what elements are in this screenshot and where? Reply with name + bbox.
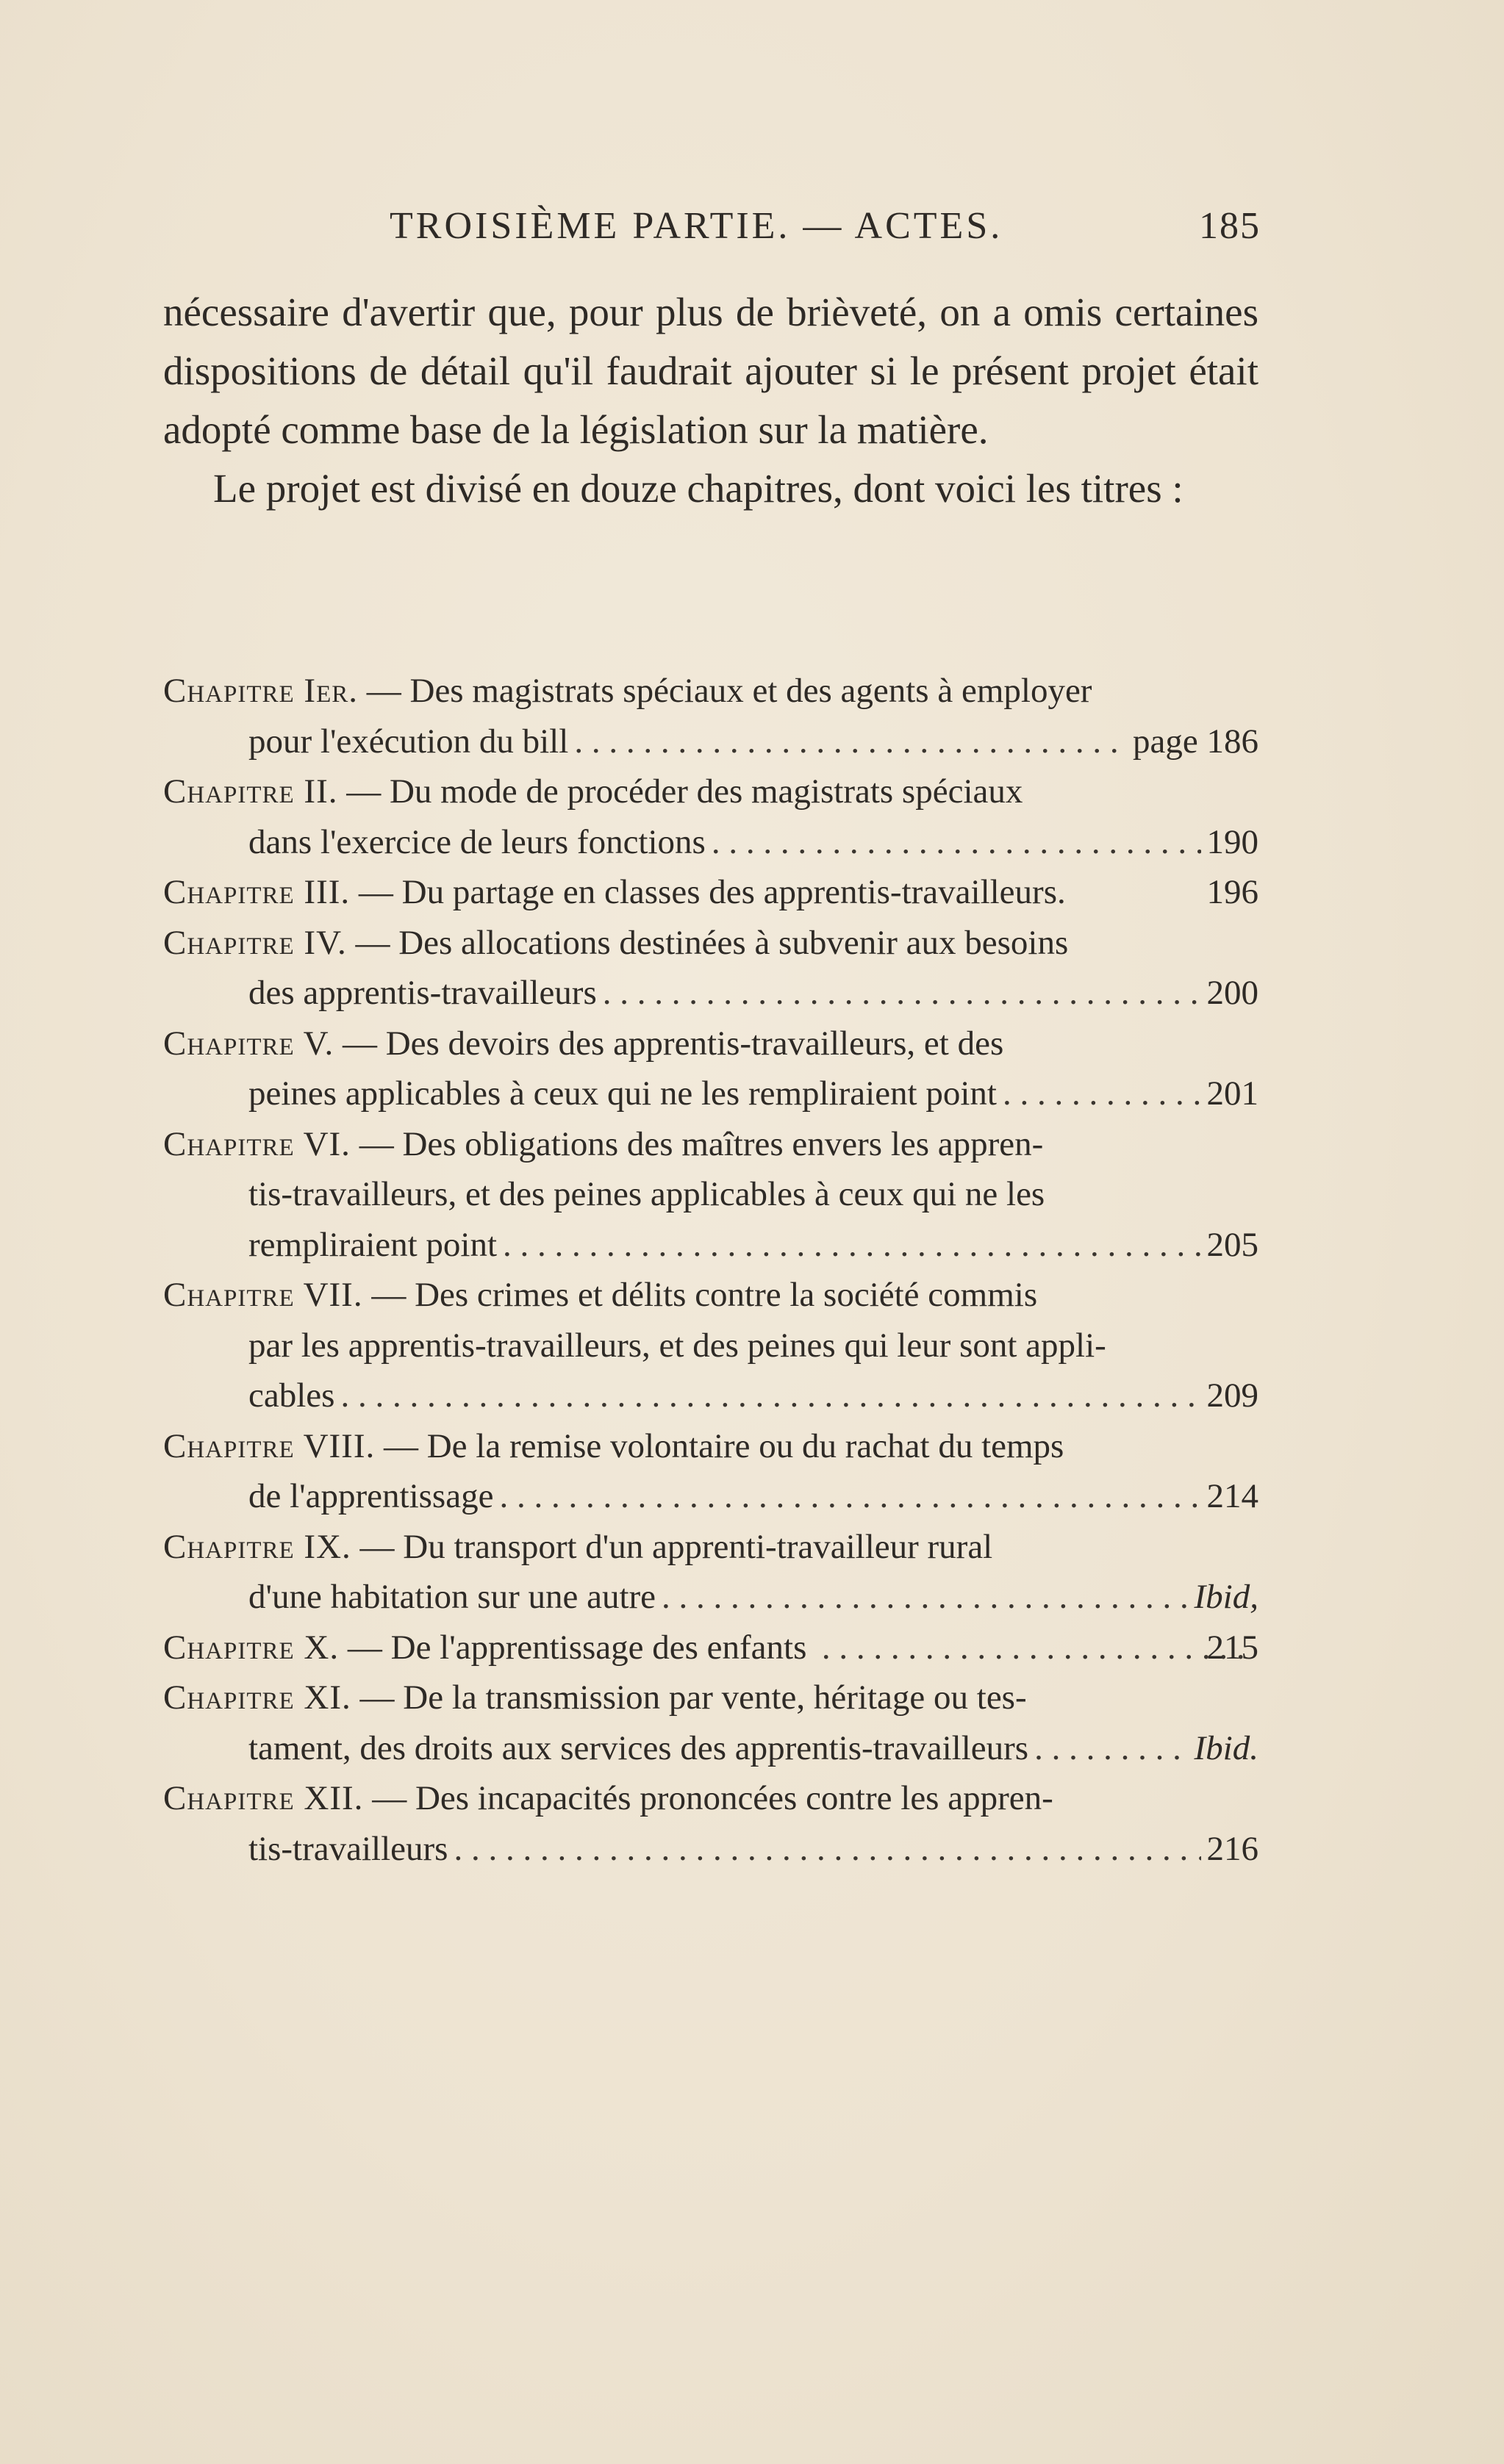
page-number: 185	[1199, 205, 1261, 247]
chapter-title: Des crimes et délits contre la société commis	[415, 1276, 1038, 1314]
dot-leader	[712, 817, 1201, 868]
chapter-title: Des magistrats spéciaux et des agents à employer	[409, 672, 1092, 710]
chapter-title-cont: de l'apprentissage	[248, 1477, 494, 1515]
separator: —	[351, 1527, 404, 1566]
toc-entry-11	[163, 1673, 1258, 1773]
chapter-title: Des obligations des maîtres envers les appren-	[402, 1124, 1044, 1163]
chapter-title: Des devoirs des apprentis-travailleurs, et des	[385, 1024, 1004, 1063]
toc-entry-4	[163, 918, 1258, 1019]
chapter-title-cont: tis-travailleurs	[248, 1829, 448, 1868]
paragraph: nécessaire d'avertir que, pour plus de brièveté, on a omis certaines dispositions de détail qu'il faudrait ajouter si le présent projet était adopté comme base de la législation sur la matière.	[163, 290, 1258, 452]
chapter-label: Chapitre X.	[163, 1628, 340, 1667]
chapter-title: Du transport d'un apprenti-travailleur rural	[403, 1527, 993, 1566]
chapter-title: Du mode de procéder des magistrats spéciaux	[389, 772, 1023, 811]
page-ref: 190	[1206, 822, 1258, 861]
dot-leader	[1003, 1068, 1201, 1119]
separator: —	[346, 923, 399, 962]
toc-entry-1	[163, 666, 1258, 766]
chapter-title: Du partage en classes des apprentis-travailleurs.	[401, 873, 1066, 911]
toc-entry-8	[163, 1421, 1258, 1522]
chapter-title-cont: dans l'exercice de leurs fonctions	[248, 822, 706, 861]
dot-leader	[1034, 1723, 1188, 1774]
separator: —	[375, 1426, 427, 1465]
chapter-label: Chapitre XII.	[163, 1779, 364, 1817]
dot-leader	[454, 1824, 1200, 1875]
chapter-title-cont: cables	[248, 1376, 335, 1415]
separator: —	[334, 1024, 386, 1063]
chapter-title-cont: tament, des droits aux services des apprentis-travailleurs	[248, 1728, 1029, 1767]
chapter-title-middle: tis-travailleurs, et des peines applicables à ceux qui ne les	[248, 1175, 1045, 1213]
dot-leader	[574, 716, 1127, 767]
page-ref: page 186	[1133, 722, 1258, 761]
dot-leader	[662, 1572, 1189, 1623]
dot-leader	[603, 968, 1201, 1019]
chapter-label: Chapitre VII.	[163, 1276, 363, 1314]
page-ref: 205	[1206, 1225, 1258, 1264]
chapter-title-cont: peines applicables à ceux qui ne les rempliraient point	[248, 1074, 997, 1113]
chapter-title-cont: pour l'exécution du bill	[248, 722, 569, 761]
chapter-label: Chapitre XI.	[163, 1678, 351, 1717]
separator: —	[362, 1276, 415, 1314]
toc-entry-3	[163, 867, 1258, 918]
chapter-title-middle: par les apprentis-travailleurs, et des peines qui leur sont appli-	[248, 1326, 1106, 1365]
table-of-contents	[163, 666, 1258, 1874]
chapter-label: Chapitre IX.	[163, 1527, 351, 1566]
chapter-label: Chapitre VI.	[163, 1124, 351, 1163]
paragraph: Le projet est divisé en douze chapitres, dont voici les titres :	[213, 466, 1183, 511]
chapter-label: Chapitre VIII.	[163, 1426, 376, 1465]
separator: —	[337, 772, 390, 811]
toc-entry-2	[163, 766, 1258, 867]
dot-leader	[340, 1371, 1200, 1421]
toc-entry-7	[163, 1270, 1258, 1421]
running-head	[390, 204, 1261, 256]
page-ref: 196	[1206, 873, 1258, 911]
body-text	[163, 283, 1258, 518]
page-ref: 201	[1206, 1074, 1258, 1113]
chapter-label: Chapitre III.	[163, 873, 351, 911]
chapter-title-cont: des apprentis-travailleurs	[248, 974, 597, 1012]
chapter-label: Chapitre V.	[163, 1024, 334, 1063]
toc-entry-9	[163, 1522, 1258, 1623]
separator: —	[351, 1678, 404, 1717]
chapter-title-cont: d'une habitation sur une autre	[248, 1578, 656, 1616]
page-ref: 200	[1206, 974, 1258, 1012]
separator: —	[363, 1779, 415, 1817]
page-ref: 214	[1206, 1477, 1258, 1515]
chapter-title: Des incapacités prononcées contre les appren-	[415, 1779, 1053, 1817]
chapter-title: Des allocations destinées à subvenir aux besoins	[398, 923, 1069, 962]
toc-entry-12	[163, 1773, 1258, 1874]
separator: —	[358, 672, 410, 710]
running-head-title: TROISIÈME PARTIE. — ACTES.	[390, 205, 1003, 247]
chapter-title-cont: rempliraient point	[248, 1225, 498, 1264]
dot-leader	[499, 1471, 1200, 1522]
page-ref: 215	[1206, 1628, 1258, 1667]
page-ref: 216	[1206, 1829, 1258, 1868]
toc-entry-5	[163, 1019, 1258, 1119]
page-ref: Ibid.	[1194, 1728, 1258, 1767]
page-ref: 209	[1206, 1376, 1258, 1415]
separator: —	[339, 1628, 391, 1667]
chapter-label: Chapitre II.	[163, 772, 338, 811]
chapter-title: De la remise volontaire ou du rachat du temps	[426, 1426, 1064, 1465]
page-ref: Ibid,	[1194, 1578, 1258, 1616]
dot-leader	[812, 1623, 1243, 1673]
separator: —	[350, 1124, 403, 1163]
chapter-title: De l'apprentissage des enfants	[390, 1628, 807, 1667]
toc-entry-6	[163, 1119, 1258, 1271]
chapter-label: Chapitre Ier.	[163, 672, 358, 710]
chapter-label: Chapitre IV.	[163, 923, 347, 962]
chapter-title: De la transmission par vente, héritage ou tes-	[403, 1678, 1027, 1717]
separator: —	[350, 873, 402, 911]
toc-entry-10	[163, 1623, 1258, 1673]
dot-leader	[503, 1220, 1200, 1271]
